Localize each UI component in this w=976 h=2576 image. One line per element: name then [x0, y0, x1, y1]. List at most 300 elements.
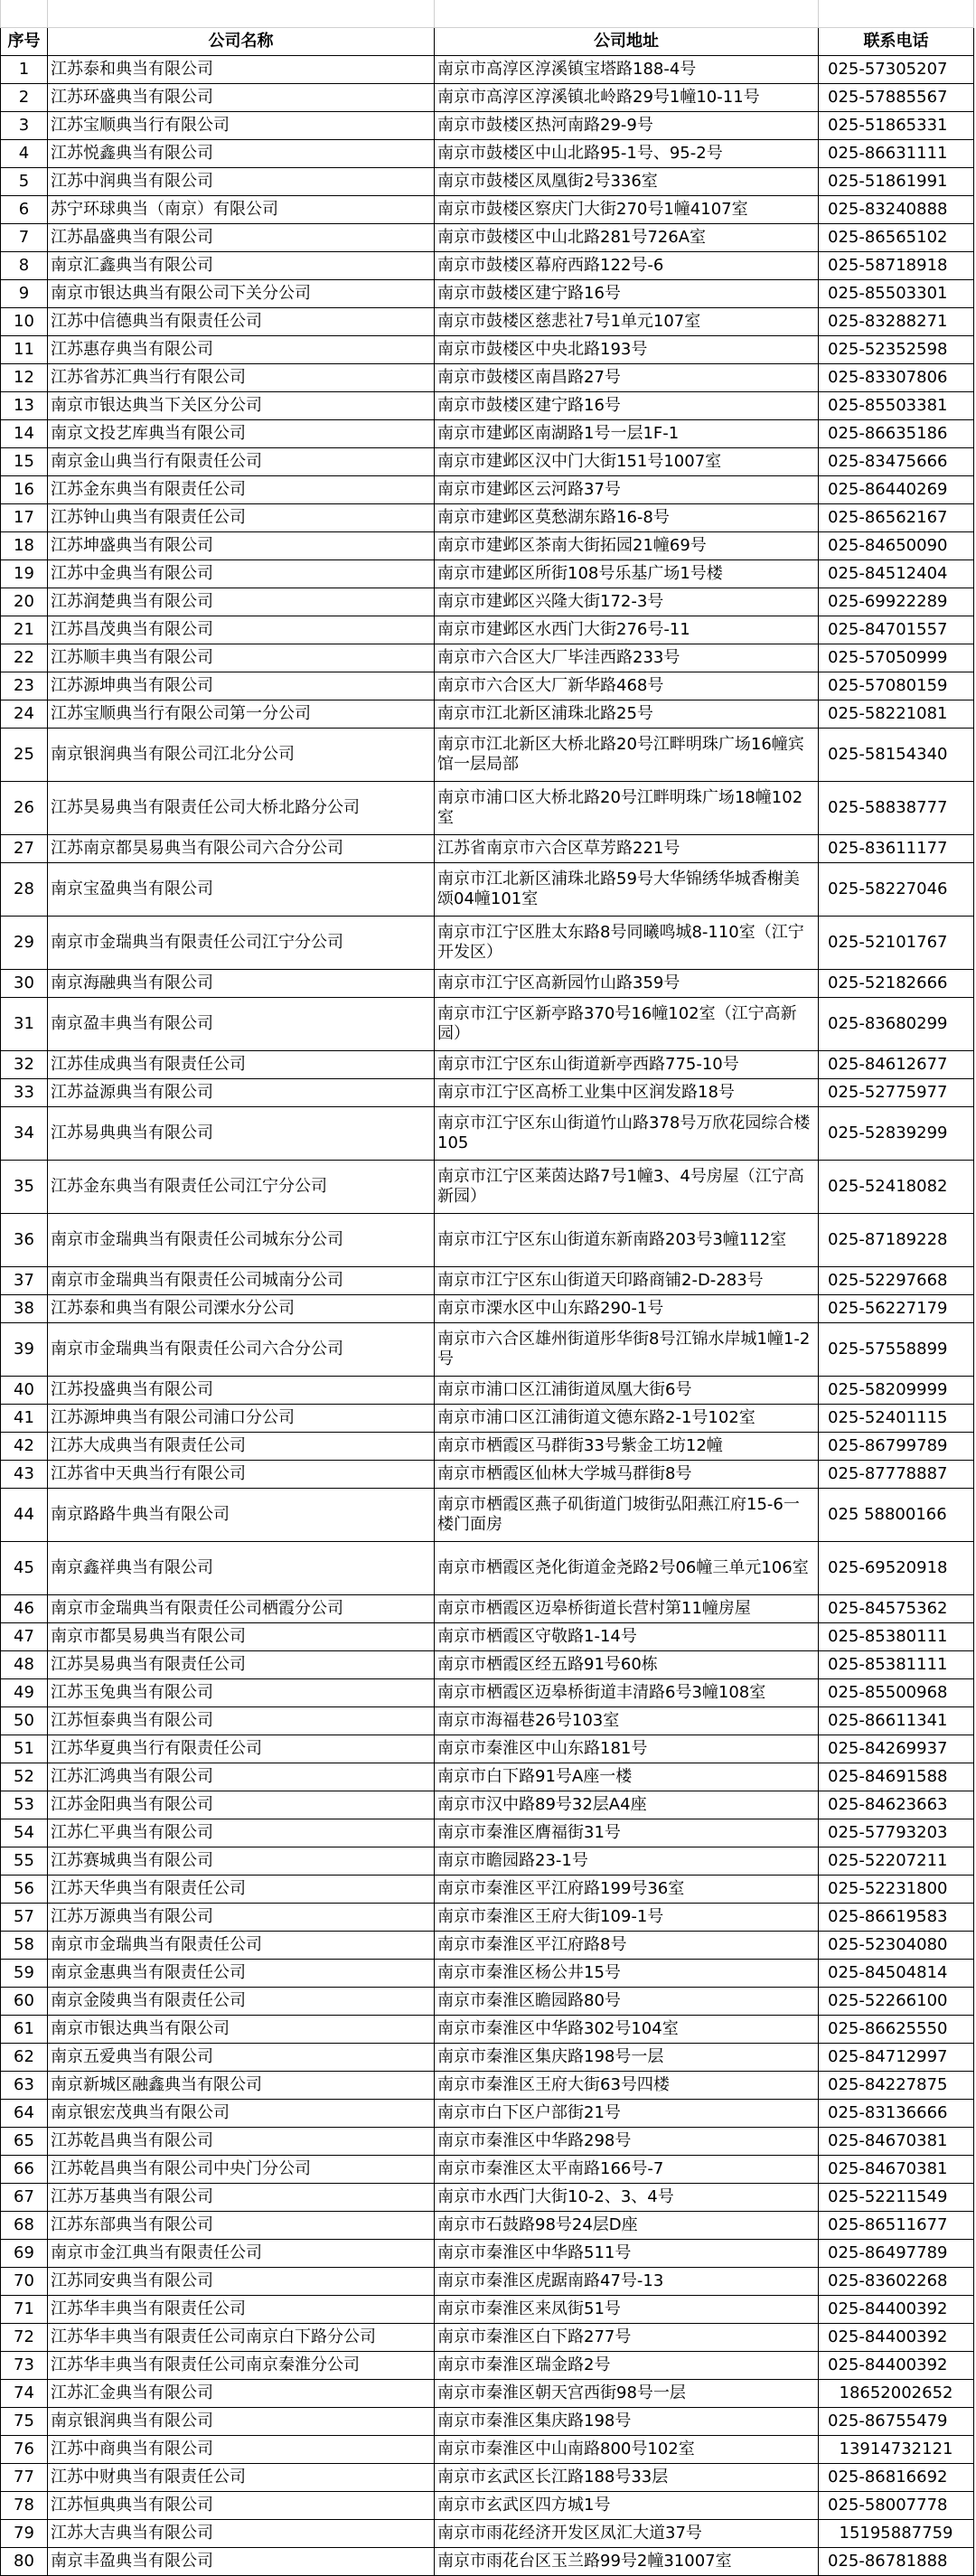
table-row — [1, 2548, 974, 2576]
row-no: 25 — [1, 729, 48, 782]
row-no: 35 — [1, 1161, 48, 1214]
row-phone: 025-85503381 — [819, 392, 974, 420]
table-row — [1, 2184, 974, 2212]
row-phone: 025-84269937 — [819, 1735, 974, 1763]
row-company: 江苏中金典当有限公司 — [48, 560, 435, 588]
row-company: 南京丰盈典当有限公司 — [48, 2548, 435, 2576]
row-company: 江苏昌茂典当有限公司 — [48, 616, 435, 644]
row-no: 76 — [1, 2436, 48, 2464]
row-company: 江苏金东典当有限责任公司 — [48, 476, 435, 504]
row-no: 64 — [1, 2100, 48, 2128]
row-company: 南京金山典当行有限责任公司 — [48, 448, 435, 476]
row-no: 69 — [1, 2240, 48, 2268]
table-row — [1, 835, 974, 863]
row-phone: 025-58221081 — [819, 700, 974, 729]
table-row — [1, 1960, 974, 1988]
row-company: 江苏南京都昊易典当有限公司六合分公司 — [48, 835, 435, 863]
row-no: 72 — [1, 2324, 48, 2352]
row-company: 江苏大成典当有限责任公司 — [48, 1433, 435, 1461]
row-no: 32 — [1, 1051, 48, 1079]
row-phone: 025-87778887 — [819, 1461, 974, 1489]
row-phone: 025-58227046 — [819, 863, 974, 917]
row-phone: 13914732121 — [819, 2436, 974, 2464]
row-address: 南京市秦淮区太平南路166号-7 — [435, 2156, 819, 2184]
row-address: 南京市秦淮区中华路302号104室 — [435, 2016, 819, 2044]
row-no: 71 — [1, 2296, 48, 2324]
row-company: 江苏汇鸿典当有限公司 — [48, 1763, 435, 1791]
table-row — [1, 1461, 974, 1489]
row-company: 江苏仁平典当有限公司 — [48, 1819, 435, 1847]
row-no: 50 — [1, 1707, 48, 1735]
row-no: 44 — [1, 1489, 48, 1542]
row-no: 26 — [1, 782, 48, 835]
table-row — [1, 917, 974, 970]
row-company: 南京市金江典当有限责任公司 — [48, 2240, 435, 2268]
table-row — [1, 2492, 974, 2520]
row-address: 南京市江宁区胜太东路8号同曦鸣城8-110室（江宁开发区） — [435, 917, 819, 970]
row-company: 南京银润典当有限公司 — [48, 2408, 435, 2436]
row-no: 45 — [1, 1542, 48, 1595]
row-no: 27 — [1, 835, 48, 863]
row-address: 南京市栖霞区迈皋桥街道丰清路6号3幢108室 — [435, 1679, 819, 1707]
row-no: 79 — [1, 2520, 48, 2548]
row-company: 南京鑫祥典当有限公司 — [48, 1542, 435, 1595]
row-no: 10 — [1, 308, 48, 336]
row-phone: 025-86755479 — [819, 2408, 974, 2436]
row-address: 南京市雨花台区玉兰路99号2幢31007室 — [435, 2548, 819, 2576]
row-no: 61 — [1, 2016, 48, 2044]
table-row — [1, 1323, 974, 1377]
blank-row — [1, 0, 974, 28]
row-address: 南京市白下路91号A座一楼 — [435, 1763, 819, 1791]
row-company: 江苏佳成典当有限责任公司 — [48, 1051, 435, 1079]
row-no: 41 — [1, 1405, 48, 1433]
row-phone: 025-56227179 — [819, 1295, 974, 1323]
row-phone: 025-86497789 — [819, 2240, 974, 2268]
row-address: 南京市玄武区四方城1号 — [435, 2492, 819, 2520]
row-company: 江苏天华典当有限责任公司 — [48, 1876, 435, 1904]
table-row — [1, 1161, 974, 1214]
table-row — [1, 2436, 974, 2464]
row-phone: 025-86565102 — [819, 224, 974, 252]
row-address: 南京市秦淮区杨公井15号 — [435, 1960, 819, 1988]
row-no: 49 — [1, 1679, 48, 1707]
table-row — [1, 2016, 974, 2044]
row-company: 南京市金瑞典当有限责任公司 — [48, 1932, 435, 1960]
table-row — [1, 2212, 974, 2240]
row-address: 南京市石鼓路98号24层D座 — [435, 2212, 819, 2240]
row-phone: 025-85380111 — [819, 1623, 974, 1651]
row-company: 江苏华丰典当有限责任公司南京白下路分公司 — [48, 2324, 435, 2352]
row-phone: 025-52266100 — [819, 1988, 974, 2016]
row-no: 53 — [1, 1791, 48, 1819]
row-phone: 025-52101767 — [819, 917, 974, 970]
row-no: 7 — [1, 224, 48, 252]
row-address: 南京市水西门大街10-2、3、4号 — [435, 2184, 819, 2212]
row-phone: 025-86799789 — [819, 1433, 974, 1461]
row-no: 12 — [1, 364, 48, 392]
row-phone: 025-84650090 — [819, 532, 974, 560]
table-row — [1, 140, 974, 168]
row-address: 南京市雨花经济开发区凤汇大道37号 — [435, 2520, 819, 2548]
row-phone: 025-86816692 — [819, 2464, 974, 2492]
row-address: 南京市高淳区淳溪镇宝塔路188-4号 — [435, 56, 819, 84]
row-company: 南京金惠典当有限责任公司 — [48, 1960, 435, 1988]
row-no: 77 — [1, 2464, 48, 2492]
row-company: 南京路路牛典当有限公司 — [48, 1489, 435, 1542]
row-no: 43 — [1, 1461, 48, 1489]
row-address: 南京市秦淮区中华路298号 — [435, 2128, 819, 2156]
row-company: 江苏环盛典当有限公司 — [48, 84, 435, 112]
row-no: 74 — [1, 2380, 48, 2408]
row-no: 46 — [1, 1595, 48, 1623]
row-address: 南京市白下区户部街21号 — [435, 2100, 819, 2128]
row-address: 南京市汉中路89号32层A4座 — [435, 1791, 819, 1819]
row-no: 1 — [1, 56, 48, 84]
row-phone: 025-84670381 — [819, 2128, 974, 2156]
row-address: 南京市栖霞区仙林大学城马群街8号 — [435, 1461, 819, 1489]
row-phone: 025-83602268 — [819, 2268, 974, 2296]
row-address: 南京市六合区雄州街道彤华街8号江锦水岸城1幢1-2号 — [435, 1323, 819, 1377]
table-row — [1, 1763, 974, 1791]
row-company: 南京市金瑞典当有限责任公司江宁分公司 — [48, 917, 435, 970]
row-phone: 025-57558899 — [819, 1323, 974, 1377]
row-company: 江苏金阳典当有限公司 — [48, 1791, 435, 1819]
row-address: 南京市秦淮区集庆路198号一层 — [435, 2044, 819, 2072]
row-company: 江苏汇金典当有限公司 — [48, 2380, 435, 2408]
row-phone: 025-52401115 — [819, 1405, 974, 1433]
table-row — [1, 1623, 974, 1651]
row-no: 19 — [1, 560, 48, 588]
row-company: 江苏省中天典当行有限公司 — [48, 1461, 435, 1489]
row-company: 江苏同安典当有限公司 — [48, 2268, 435, 2296]
row-phone: 025-87189228 — [819, 1214, 974, 1267]
row-no: 18 — [1, 532, 48, 560]
table-row — [1, 2240, 974, 2268]
row-company: 江苏宝顺典当行有限公司第一分公司 — [48, 700, 435, 729]
row-phone: 15195887759 — [819, 2520, 974, 2548]
row-company: 江苏华丰典当有限责任公司 — [48, 2296, 435, 2324]
table-row — [1, 1405, 974, 1433]
row-company: 江苏东部典当有限公司 — [48, 2212, 435, 2240]
row-company: 南京新城区融鑫典当有限公司 — [48, 2072, 435, 2100]
row-company: 南京宝盈典当有限公司 — [48, 863, 435, 917]
table-row — [1, 700, 974, 729]
row-no: 37 — [1, 1267, 48, 1295]
row-company: 南京银润典当有限公司江北分公司 — [48, 729, 435, 782]
row-phone: 025-52839299 — [819, 1107, 974, 1161]
row-no: 13 — [1, 392, 48, 420]
row-company: 江苏赛城典当有限公司 — [48, 1847, 435, 1876]
row-address: 南京市江宁区东山街道东新南路203号3幢112室 — [435, 1214, 819, 1267]
row-phone: 025-83475666 — [819, 448, 974, 476]
row-no: 47 — [1, 1623, 48, 1651]
row-phone: 025-52231800 — [819, 1876, 974, 1904]
row-no: 51 — [1, 1735, 48, 1763]
row-address: 江苏省南京市六合区草芳路221号 — [435, 835, 819, 863]
row-company: 江苏恒泰典当有限公司 — [48, 1707, 435, 1735]
row-company: 江苏钟山典当有限责任公司 — [48, 504, 435, 532]
row-no: 5 — [1, 168, 48, 196]
row-address: 南京市秦淮区瑞金路2号 — [435, 2352, 819, 2380]
table-row — [1, 532, 974, 560]
row-phone: 025-58209999 — [819, 1377, 974, 1405]
row-phone: 025-84400392 — [819, 2324, 974, 2352]
header-row — [1, 28, 974, 56]
row-no: 70 — [1, 2268, 48, 2296]
row-company: 南京市都昊易典当有限公司 — [48, 1623, 435, 1651]
row-phone: 025-84400392 — [819, 2352, 974, 2380]
row-no: 16 — [1, 476, 48, 504]
row-company: 江苏玉兔典当有限公司 — [48, 1679, 435, 1707]
row-no: 9 — [1, 280, 48, 308]
table-row — [1, 1595, 974, 1623]
table-row — [1, 504, 974, 532]
row-no: 59 — [1, 1960, 48, 1988]
row-company: 江苏宝顺典当行有限公司 — [48, 112, 435, 140]
header-phone: 联系电话 — [819, 28, 974, 56]
row-no: 56 — [1, 1876, 48, 1904]
table-row — [1, 2128, 974, 2156]
row-no: 6 — [1, 196, 48, 224]
table-row — [1, 644, 974, 672]
table-row — [1, 1295, 974, 1323]
row-company: 江苏华夏典当行有限责任公司 — [48, 1735, 435, 1763]
row-address: 南京市秦淮区来凤街51号 — [435, 2296, 819, 2324]
row-company: 江苏大吉典当有限公司 — [48, 2520, 435, 2548]
row-phone: 025-85500968 — [819, 1679, 974, 1707]
row-phone: 025-84504814 — [819, 1960, 974, 1988]
table-row — [1, 168, 974, 196]
row-address: 南京市秦淮区王府大街109-1号 — [435, 1904, 819, 1932]
row-phone: 025-69922289 — [819, 588, 974, 616]
row-phone: 025-84712997 — [819, 2044, 974, 2072]
row-company: 江苏中润典当有限公司 — [48, 168, 435, 196]
table-row — [1, 1433, 974, 1461]
row-company: 江苏华丰典当有限责任公司南京秦淮分公司 — [48, 2352, 435, 2380]
row-address: 南京市鼓楼区幕府西路122号-6 — [435, 252, 819, 280]
row-no: 75 — [1, 2408, 48, 2436]
table-row — [1, 2044, 974, 2072]
row-address: 南京市高淳区淳溪镇北岭路29号1幢10-11号 — [435, 84, 819, 112]
row-company: 南京盈丰典当有限公司 — [48, 998, 435, 1051]
row-no: 23 — [1, 672, 48, 700]
row-no: 24 — [1, 700, 48, 729]
row-phone: 025-52352598 — [819, 336, 974, 364]
row-company: 江苏源坤典当有限公司 — [48, 672, 435, 700]
row-no: 21 — [1, 616, 48, 644]
row-phone: 025-83307806 — [819, 364, 974, 392]
header-address: 公司地址 — [435, 28, 819, 56]
row-no: 63 — [1, 2072, 48, 2100]
row-company: 南京市金瑞典当有限责任公司六合分公司 — [48, 1323, 435, 1377]
table-row — [1, 1791, 974, 1819]
row-no: 40 — [1, 1377, 48, 1405]
row-company: 南京市金瑞典当有限责任公司栖霞分公司 — [48, 1595, 435, 1623]
row-no: 33 — [1, 1079, 48, 1107]
table-row — [1, 1707, 974, 1735]
row-company: 南京汇鑫典当有限公司 — [48, 252, 435, 280]
row-address: 南京市秦淮区白下路277号 — [435, 2324, 819, 2352]
row-no: 42 — [1, 1433, 48, 1461]
row-company: 江苏易典典当有限公司 — [48, 1107, 435, 1161]
row-company: 南京银宏茂典当有限公司 — [48, 2100, 435, 2128]
row-phone: 025-52182666 — [819, 970, 974, 998]
row-address: 南京市建邺区莫愁湖东路16-8号 — [435, 504, 819, 532]
table-row — [1, 1904, 974, 1932]
table-row — [1, 2296, 974, 2324]
row-no: 8 — [1, 252, 48, 280]
row-address: 南京市建邺区所街108号乐基广场1号楼 — [435, 560, 819, 588]
row-phone: 025-86611341 — [819, 1707, 974, 1735]
row-company: 江苏中财典当有限责任公司 — [48, 2464, 435, 2492]
row-company: 江苏昊易典当有限责任公司大桥北路分公司 — [48, 782, 435, 835]
table-row — [1, 2520, 974, 2548]
row-phone: 025-52775977 — [819, 1079, 974, 1107]
table-row — [1, 196, 974, 224]
row-address: 南京市建邺区茶南大街拓园21幢69号 — [435, 532, 819, 560]
row-company: 江苏投盛典当有限公司 — [48, 1377, 435, 1405]
table-row — [1, 1107, 974, 1161]
row-address: 南京市栖霞区迈皋桥街道长营村第11幢房屋 — [435, 1595, 819, 1623]
table-row — [1, 2324, 974, 2352]
row-address: 南京市浦口区江浦街道凤凰大街6号 — [435, 1377, 819, 1405]
row-phone: 025-83611177 — [819, 835, 974, 863]
row-address: 南京市秦淮区平江府路199号36室 — [435, 1876, 819, 1904]
table-row — [1, 616, 974, 644]
row-no: 57 — [1, 1904, 48, 1932]
row-no: 80 — [1, 2548, 48, 2576]
row-phone: 025-84575362 — [819, 1595, 974, 1623]
row-address: 南京市秦淮区瞻园路80号 — [435, 1988, 819, 2016]
row-company: 江苏省苏汇典当行有限公司 — [48, 364, 435, 392]
row-address: 南京市江宁区高桥工业集中区润发路18号 — [435, 1079, 819, 1107]
table-row — [1, 1932, 974, 1960]
table-row — [1, 2352, 974, 2380]
row-company: 江苏乾昌典当有限公司中央门分公司 — [48, 2156, 435, 2184]
row-company: 南京文投艺库典当有限公司 — [48, 420, 435, 448]
row-no: 30 — [1, 970, 48, 998]
table-row — [1, 2464, 974, 2492]
row-phone: 025-84691588 — [819, 1763, 974, 1791]
row-company: 南京海融典当有限公司 — [48, 970, 435, 998]
row-phone: 025-52304080 — [819, 1932, 974, 1960]
row-no: 48 — [1, 1651, 48, 1679]
row-phone: 025-84227875 — [819, 2072, 974, 2100]
row-address: 南京市瞻园路23-1号 — [435, 1847, 819, 1876]
row-no: 55 — [1, 1847, 48, 1876]
table-row — [1, 336, 974, 364]
row-phone: 025-51865331 — [819, 112, 974, 140]
row-company: 江苏惠存典当有限公司 — [48, 336, 435, 364]
row-address: 南京市六合区大厂新华路468号 — [435, 672, 819, 700]
table-row — [1, 420, 974, 448]
row-phone: 025-57050999 — [819, 644, 974, 672]
row-phone: 025-51861991 — [819, 168, 974, 196]
row-no: 78 — [1, 2492, 48, 2520]
table-row — [1, 1542, 974, 1595]
row-address: 南京市江宁区莱茵达路7号1幢3、4号房屋（江宁高新园） — [435, 1161, 819, 1214]
row-phone: 025-86440269 — [819, 476, 974, 504]
table-row — [1, 863, 974, 917]
row-no: 29 — [1, 917, 48, 970]
row-company: 江苏顺丰典当有限公司 — [48, 644, 435, 672]
row-no: 65 — [1, 2128, 48, 2156]
row-company: 江苏泰和典当有限公司 — [48, 56, 435, 84]
row-address: 南京市秦淮区中华路511号 — [435, 2240, 819, 2268]
row-address: 南京市秦淮区虎踞南路47号-13 — [435, 2268, 819, 2296]
row-no: 73 — [1, 2352, 48, 2380]
row-address: 南京市建邺区云河路37号 — [435, 476, 819, 504]
row-company: 江苏乾昌典当有限公司 — [48, 2128, 435, 2156]
row-address: 南京市栖霞区守敬路1-14号 — [435, 1623, 819, 1651]
row-phone: 025-58838777 — [819, 782, 974, 835]
table-row — [1, 1051, 974, 1079]
table-row — [1, 2072, 974, 2100]
row-no: 31 — [1, 998, 48, 1051]
row-no: 3 — [1, 112, 48, 140]
row-address: 南京市浦口区江浦街道文德东路2-1号102室 — [435, 1405, 819, 1433]
table-row — [1, 252, 974, 280]
row-address: 南京市栖霞区经五路91号60栋 — [435, 1651, 819, 1679]
table-row — [1, 998, 974, 1051]
row-phone: 025-85503301 — [819, 280, 974, 308]
row-phone: 025-57885567 — [819, 84, 974, 112]
row-phone: 025-84701557 — [819, 616, 974, 644]
row-company: 南京市金瑞典当有限责任公司城东分公司 — [48, 1214, 435, 1267]
row-no: 22 — [1, 644, 48, 672]
row-address: 南京市栖霞区燕子矶街道门坡街弘阳燕江府15-6一楼门面房 — [435, 1489, 819, 1542]
row-address: 南京市秦淮区中山南路800号102室 — [435, 2436, 819, 2464]
table-row — [1, 729, 974, 782]
row-address: 南京市玄武区长江路188号33层 — [435, 2464, 819, 2492]
row-phone: 025-86781888 — [819, 2548, 974, 2576]
row-company: 苏宁环球典当（南京）有限公司 — [48, 196, 435, 224]
row-phone: 025-84623663 — [819, 1791, 974, 1819]
table-row — [1, 1214, 974, 1267]
row-no: 60 — [1, 1988, 48, 2016]
row-address: 南京市建邺区水西门大街276号-11 — [435, 616, 819, 644]
table-row — [1, 280, 974, 308]
row-phone: 025-52207211 — [819, 1847, 974, 1876]
table-row — [1, 308, 974, 336]
row-address: 南京市江宁区高新园竹山路359号 — [435, 970, 819, 998]
row-phone: 025-52418082 — [819, 1161, 974, 1214]
row-no: 67 — [1, 2184, 48, 2212]
row-no: 28 — [1, 863, 48, 917]
row-address: 南京市浦口区大桥北路20号江畔明珠广场18幢102室 — [435, 782, 819, 835]
table-row — [1, 2100, 974, 2128]
row-no: 68 — [1, 2212, 48, 2240]
row-company: 江苏益源典当有限公司 — [48, 1079, 435, 1107]
row-phone: 025-86631111 — [819, 140, 974, 168]
row-no: 36 — [1, 1214, 48, 1267]
table-row — [1, 448, 974, 476]
row-address: 南京市秦淮区中山东路181号 — [435, 1735, 819, 1763]
row-address: 南京市江北新区浦珠北路25号 — [435, 700, 819, 729]
table-row — [1, 56, 974, 84]
table-row — [1, 560, 974, 588]
table-row — [1, 2408, 974, 2436]
row-phone: 025-58154340 — [819, 729, 974, 782]
row-no: 20 — [1, 588, 48, 616]
row-company: 江苏源坤典当有限公司浦口分公司 — [48, 1405, 435, 1433]
table-row — [1, 1377, 974, 1405]
row-phone: 025-86511677 — [819, 2212, 974, 2240]
row-address: 南京市秦淮区朝天宫西街98号一层 — [435, 2380, 819, 2408]
row-phone: 025-84400392 — [819, 2296, 974, 2324]
row-no: 38 — [1, 1295, 48, 1323]
